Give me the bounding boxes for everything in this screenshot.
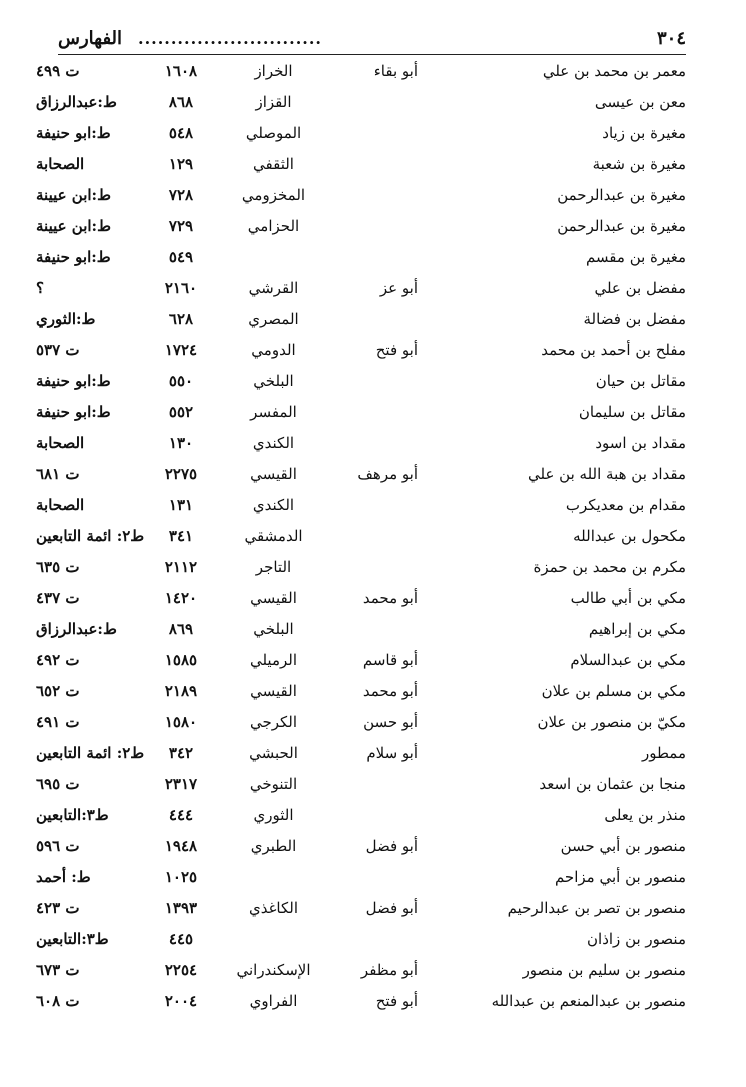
- entry-number: ٢٢٧٥: [164, 465, 198, 483]
- entry-kunya: أبو مرهف: [357, 465, 418, 483]
- entry-name: منصور بن سليم بن منصور: [522, 961, 686, 979]
- entry-info: ط٢: ائمة التابعين: [36, 527, 145, 545]
- entry-info: ط:ابو حنيفة: [36, 403, 111, 421]
- entry-nisba: التاجر: [255, 558, 292, 576]
- entry-number: ٦٢٨: [168, 310, 194, 328]
- entry-name: مفضل بن فضالة: [583, 310, 686, 328]
- entry-number: ٢٣١٧: [164, 775, 198, 793]
- index-row: [0, 552, 746, 583]
- entry-number: ١٢٩: [168, 155, 194, 173]
- entry-kunya: أبو قاسم: [362, 651, 418, 669]
- index-row: [0, 87, 746, 118]
- index-row: [0, 242, 746, 273]
- index-row: [0, 645, 746, 676]
- entry-number: ٤٤٤: [168, 806, 194, 824]
- header-dots: ............................: [138, 29, 322, 48]
- entry-info: ت ٦٠٨: [36, 992, 80, 1010]
- entry-number: ٥٤٨: [168, 124, 194, 142]
- entry-number: ٢٠٠٤: [164, 992, 198, 1010]
- entry-number: ٥٥٢: [168, 403, 194, 421]
- entry-name: مكي بن عبدالسلام: [570, 651, 686, 669]
- entry-nisba: الرميلي: [249, 651, 298, 669]
- entry-nisba: البلخي: [253, 372, 294, 390]
- index-row: [0, 521, 746, 552]
- entry-name: ممطور: [641, 744, 686, 762]
- entry-nisba: الخراز: [254, 62, 293, 80]
- entry-nisba: البلخي: [253, 620, 294, 638]
- entry-name: مقدام بن معديكرب: [565, 496, 686, 514]
- entry-name: مقاتل بن سليمان: [578, 403, 686, 421]
- entry-name: منصور بن أبي حسن: [560, 837, 686, 855]
- entry-number: ١٤٢٠: [164, 589, 198, 607]
- entry-nisba: الثوري: [253, 806, 294, 824]
- index-row: [0, 800, 746, 831]
- index-row: [0, 397, 746, 428]
- entry-kunya: أبو محمد: [362, 682, 418, 700]
- entry-name: مقداد بن هبة الله بن علي: [527, 465, 686, 483]
- entry-number: ١٥٨٠: [164, 713, 198, 731]
- index-row: [0, 273, 746, 304]
- index-row: [0, 862, 746, 893]
- entry-nisba: المفسر: [250, 403, 297, 421]
- entry-info: ط:ابو حنيفة: [36, 248, 111, 266]
- entry-info: ت ٤٢٣: [36, 899, 80, 917]
- entry-info: ط٣:التابعين: [36, 930, 109, 948]
- entry-info: ط:الثوري: [36, 310, 96, 328]
- entry-kunya: أبو فضل: [365, 837, 418, 855]
- entry-nisba: التنوخي: [249, 775, 298, 793]
- index-row: [0, 149, 746, 180]
- entry-info: ؟: [36, 279, 44, 297]
- entry-number: ١٣٠: [168, 434, 194, 452]
- entry-name: مكي بن مسلم بن علان: [541, 682, 686, 700]
- entry-nisba: الطبري: [250, 837, 297, 855]
- entry-name: منجا بن عثمان بن اسعد: [539, 775, 686, 793]
- entry-nisba: الكندي: [252, 434, 295, 452]
- entry-info: ت ٥٣٧: [36, 341, 80, 359]
- entry-info: ط:عبدالرزاق: [36, 93, 117, 111]
- section-title: الفهارس: [58, 28, 123, 49]
- entry-kunya: أبو مظفر: [360, 961, 418, 979]
- page-number: ٣٠٤: [656, 28, 686, 49]
- entry-name: منصور بن أبي مزاحم: [554, 868, 686, 886]
- entry-number: ٥٤٩: [168, 248, 194, 266]
- entry-number: ٢١٦٠: [164, 279, 198, 297]
- entry-info: ط:ابو حنيفة: [36, 124, 111, 142]
- index-row: [0, 428, 746, 459]
- index-row: [0, 831, 746, 862]
- entry-info: ط٣:التابعين: [36, 806, 109, 824]
- entry-number: ٨٦٩: [168, 620, 194, 638]
- entry-number: ٣٤١: [168, 527, 194, 545]
- entry-name: منصور بن زاذان: [587, 930, 686, 948]
- entry-kunya: أبو فتح: [375, 992, 418, 1010]
- entry-nisba: الكاغذي: [248, 899, 299, 917]
- entry-info: ت ٤٩٢: [36, 651, 80, 669]
- entry-kunya: أبو عز: [379, 279, 418, 297]
- entry-name: مكحول بن عبدالله: [573, 527, 686, 545]
- entry-name: مغيرة بن عبدالرحمن: [557, 186, 686, 204]
- entry-name: مغيرة بن شعبة: [592, 155, 686, 173]
- index-entries: [0, 56, 746, 1017]
- index-row: [0, 676, 746, 707]
- entry-name: منذر بن يعلى: [604, 806, 686, 824]
- entry-info: ط: أحمد: [36, 868, 91, 886]
- entry-number: ٢١١٢: [164, 558, 198, 576]
- entry-info: ت ٤٩١: [36, 713, 80, 731]
- entry-number: ٢١٨٩: [164, 682, 198, 700]
- entry-info: الصحابة: [36, 434, 85, 452]
- entry-nisba: المصري: [248, 310, 299, 328]
- index-row: [0, 118, 746, 149]
- entry-kunya: أبو حسن: [363, 713, 418, 731]
- entry-number: ١٠٢٥: [164, 868, 198, 886]
- entry-number: ١٧٢٤: [164, 341, 198, 359]
- entry-nisba: القزاز: [255, 93, 292, 111]
- entry-name: معمر بن محمد بن علي: [542, 62, 686, 80]
- entry-info: ت ٦٣٥: [36, 558, 80, 576]
- page-header: [58, 28, 686, 55]
- entry-number: ٨٦٨: [168, 93, 194, 111]
- index-row: [0, 583, 746, 614]
- entry-number: ٥٥٠: [168, 372, 194, 390]
- index-row: [0, 614, 746, 645]
- entry-info: الصحابة: [36, 155, 85, 173]
- entry-kunya: أبو بقاء: [373, 62, 418, 80]
- entry-name: مقداد بن اسود: [595, 434, 686, 452]
- entry-info: ط٢: ائمة التابعين: [36, 744, 145, 762]
- entry-nisba: المخزومي: [241, 186, 306, 204]
- index-row: [0, 893, 746, 924]
- entry-info: ت ٦٥٢: [36, 682, 80, 700]
- entry-name: مكي بن أبي طالب: [570, 589, 686, 607]
- index-row: [0, 490, 746, 521]
- entry-info: ت ٦٨١: [36, 465, 80, 483]
- index-row: [0, 986, 746, 1017]
- index-row: [0, 366, 746, 397]
- entry-info: ط:عبدالرزاق: [36, 620, 117, 638]
- entry-info: ت ٥٩٦: [36, 837, 80, 855]
- index-row: [0, 769, 746, 800]
- entry-kunya: أبو فتح: [375, 341, 418, 359]
- entry-nisba: القرشي: [248, 279, 299, 297]
- index-row: [0, 180, 746, 211]
- entry-nisba: الكرجي: [249, 713, 298, 731]
- entry-kunya: أبو فضل: [365, 899, 418, 917]
- entry-nisba: الدمشقي: [244, 527, 303, 545]
- entry-nisba: الثقفي: [253, 155, 294, 173]
- entry-number: ٧٢٩: [168, 217, 194, 235]
- entry-nisba: الكندي: [252, 496, 295, 514]
- entry-nisba: الإسكندراني: [236, 961, 311, 979]
- entry-nisba: القيسي: [250, 589, 297, 607]
- entry-nisba: الحبشي: [249, 744, 298, 762]
- index-row: [0, 56, 746, 87]
- entry-nisba: الموصلي: [245, 124, 302, 142]
- entry-nisba: الدومي: [251, 341, 296, 359]
- entry-name: مكيّ بن منصور بن علان: [537, 713, 686, 731]
- entry-name: منصور بن عبدالمنعم بن عبدالله: [491, 992, 686, 1010]
- entry-info: ط:ابو حنيفة: [36, 372, 111, 390]
- entry-name: مكي بن إبراهيم: [588, 620, 686, 638]
- entry-name: مغيرة بن عبدالرحمن: [557, 217, 686, 235]
- entry-nisba: الحزامي: [247, 217, 300, 235]
- entry-number: ٢٢٥٤: [164, 961, 198, 979]
- index-row: [0, 955, 746, 986]
- index-row: [0, 924, 746, 955]
- entry-number: ١٦٠٨: [164, 62, 198, 80]
- index-row: [0, 211, 746, 242]
- entry-name: منصور بن تصر بن عبدالرحيم: [507, 899, 686, 917]
- index-row: [0, 335, 746, 366]
- entry-nisba: القيسي: [250, 682, 297, 700]
- entry-info: ط:ابن عيينة: [36, 186, 111, 204]
- entry-info: ت ٦٧٣: [36, 961, 80, 979]
- entry-kunya: أبو محمد: [362, 589, 418, 607]
- entry-name: مفلح بن أحمد بن محمد: [541, 341, 686, 359]
- entry-number: ٤٤٥: [168, 930, 194, 948]
- entry-name: مقاتل بن حيان: [595, 372, 686, 390]
- index-row: [0, 304, 746, 335]
- entry-number: ٣٤٢: [168, 744, 194, 762]
- entry-name: مفضل بن علي: [594, 279, 686, 297]
- entry-number: ١٥٨٥: [164, 651, 198, 669]
- entry-info: ط:ابن عيينة: [36, 217, 111, 235]
- entry-info: ت ٤٣٧: [36, 589, 80, 607]
- entry-name: معن بن عيسى: [594, 93, 686, 111]
- entry-kunya: أبو سلام: [366, 744, 418, 762]
- entry-number: ٧٢٨: [168, 186, 194, 204]
- entry-name: مكرم بن محمد بن حمزة: [533, 558, 686, 576]
- entry-nisba: القيسي: [250, 465, 297, 483]
- entry-number: ١٣٩٣: [164, 899, 198, 917]
- entry-name: مغيرة بن زياد: [602, 124, 686, 142]
- entry-number: ١٩٤٨: [164, 837, 198, 855]
- entry-info: ت ٤٩٩: [36, 62, 80, 80]
- entry-info: الصحابة: [36, 496, 85, 514]
- entry-number: ١٣١: [168, 496, 194, 514]
- entry-info: ت ٦٩٥: [36, 775, 80, 793]
- entry-nisba: الفراوي: [249, 992, 298, 1010]
- index-row: [0, 459, 746, 490]
- entry-name: مغيرة بن مقسم: [585, 248, 686, 266]
- index-row: [0, 738, 746, 769]
- index-row: [0, 707, 746, 738]
